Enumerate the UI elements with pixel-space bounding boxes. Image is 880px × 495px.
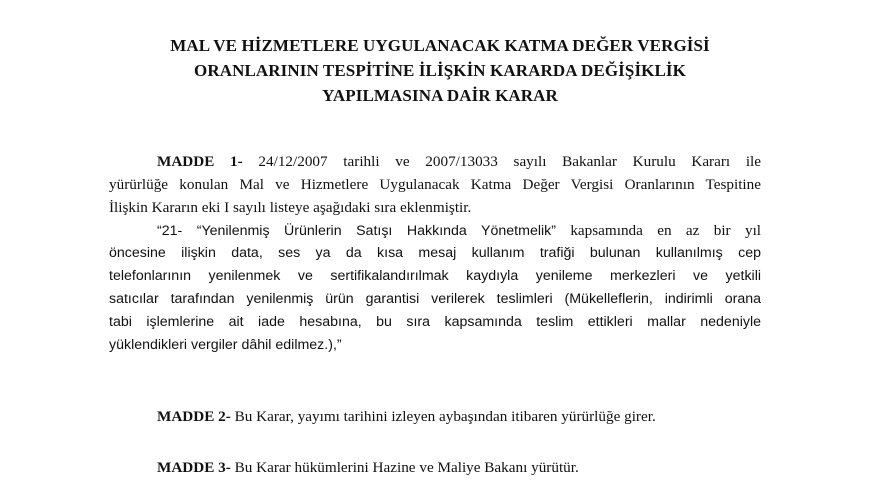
article-2 bbox=[157, 405, 656, 428]
article-1-text-1: 24/12/2007 tarihli ve 2007/13033 sayılı Bakanlar Kurulu Kararı ile bbox=[258, 153, 762, 170]
document-title bbox=[100, 33, 780, 108]
article-3-text: Bu Karar hükümlerini Hazine ve Maliye Bakanı yürütür. bbox=[234, 459, 579, 476]
article-1 bbox=[109, 150, 761, 357]
quote-regulation-name: “21- “Yenilenmiş Ürünlerin Satışı Hakkında Yönetmelik” bbox=[157, 223, 556, 239]
article-1-line-1 bbox=[109, 150, 761, 173]
article-3-label: MADDE 3- bbox=[157, 459, 231, 476]
quote-line-1 bbox=[109, 219, 761, 242]
title-line-2: ORANLARININ TESPİTİNE İLİŞKİN KARARDA DEĞİŞİKLİK bbox=[194, 61, 686, 80]
article-2-text: Bu Karar, yayımı tarihini izleyen aybaşından itibaren yürürlüğe girer. bbox=[234, 408, 656, 425]
article-1-line-2: yürürlüğe konulan Mal ve Hizmetlere Uygulanacak Katma Değer Vergisi Oranlarının Tespitine bbox=[109, 176, 761, 193]
quote-line-6: yüklendikleri vergiler dâhil edilmez.),” bbox=[109, 337, 342, 353]
quote-line-4: satıcılar tarafından yenilenmiş ürün garantisi verilerek teslimleri (Mükelleflerin, indirimli orana bbox=[109, 291, 761, 307]
quote-line-5: tabi işlemlerine ait iade hesabına, bu sıra kapsamında teslim ettikleri mallar nedeniyle bbox=[109, 314, 761, 330]
article-2-label: MADDE 2- bbox=[157, 408, 231, 425]
title-line-3: YAPILMASINA DAİR KARAR bbox=[322, 86, 558, 105]
article-3 bbox=[157, 456, 579, 479]
article-1-label: MADDE 1- bbox=[157, 153, 243, 170]
quote-line-3: telefonlarının yenilenmek ve sertifikalandırılmak kaydıyla yenileme merkezleri ve yetkili bbox=[109, 268, 761, 284]
quote-line-1-rest: kapsamında en az bir yıl bbox=[570, 222, 762, 239]
title-line-1: MAL VE HİZMETLERE UYGULANACAK KATMA DEĞER VERGİSİ bbox=[170, 36, 710, 55]
article-1-line-3: İlişkin Kararın eki I sayılı listeye aşağıdaki sıra eklenmiştir. bbox=[109, 199, 472, 216]
quote-line-2: öncesine ilişkin data, ses ya da kısa mesaj kullanım trafiği bulunan kullanılmış cep bbox=[109, 245, 761, 261]
